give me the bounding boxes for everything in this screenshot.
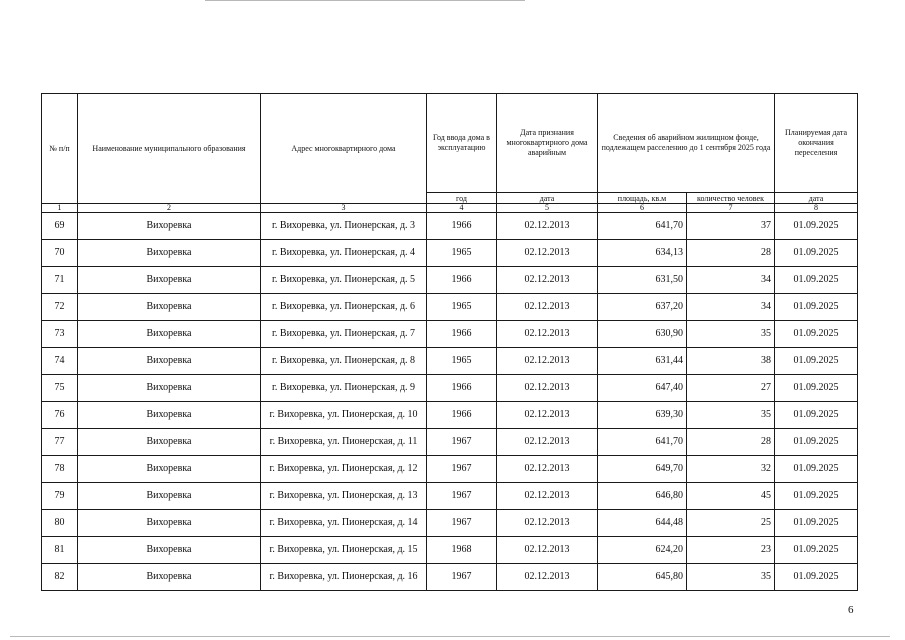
cell-people: 35 bbox=[687, 321, 775, 348]
cell-municipality: Вихоревка bbox=[78, 429, 261, 456]
header-fund-info: Сведения об аварийном жилищном фонде, подлежащем расселению до 1 сентября 2025 года bbox=[598, 94, 775, 193]
cell-row-number: 75 bbox=[42, 375, 78, 402]
column-number: 3 bbox=[261, 204, 427, 213]
cell-municipality: Вихоревка bbox=[78, 321, 261, 348]
cell-year: 1967 bbox=[427, 564, 497, 591]
cell-planned-date: 01.09.2025 bbox=[775, 240, 858, 267]
cell-people: 27 bbox=[687, 375, 775, 402]
scan-artifact-top bbox=[205, 0, 525, 1]
cell-area: 631,44 bbox=[598, 348, 687, 375]
cell-row-number: 70 bbox=[42, 240, 78, 267]
cell-people: 28 bbox=[687, 240, 775, 267]
column-number: 7 bbox=[687, 204, 775, 213]
cell-year: 1966 bbox=[427, 213, 497, 240]
cell-recognition-date: 02.12.2013 bbox=[497, 348, 598, 375]
cell-address: г. Вихоревка, ул. Пионерская, д. 15 bbox=[261, 537, 427, 564]
cell-people: 45 bbox=[687, 483, 775, 510]
cell-area: 641,70 bbox=[598, 429, 687, 456]
cell-people: 28 bbox=[687, 429, 775, 456]
cell-address: г. Вихоревка, ул. Пионерская, д. 14 bbox=[261, 510, 427, 537]
column-number-row bbox=[42, 204, 858, 213]
column-number: 8 bbox=[775, 204, 858, 213]
header-address: Адрес многоквартирного дома bbox=[261, 94, 427, 204]
table-row bbox=[42, 483, 858, 510]
header-municipality: Наименование муниципального образования bbox=[78, 94, 261, 204]
cell-recognition-date: 02.12.2013 bbox=[497, 456, 598, 483]
cell-recognition-date: 02.12.2013 bbox=[497, 564, 598, 591]
scan-artifact-bottom bbox=[10, 636, 890, 637]
cell-recognition-date: 02.12.2013 bbox=[497, 375, 598, 402]
cell-planned-date: 01.09.2025 bbox=[775, 564, 858, 591]
cell-address: г. Вихоревка, ул. Пионерская, д. 16 bbox=[261, 564, 427, 591]
cell-municipality: Вихоревка bbox=[78, 402, 261, 429]
header-num: № п/п bbox=[42, 94, 78, 204]
cell-year: 1967 bbox=[427, 456, 497, 483]
cell-municipality: Вихоревка bbox=[78, 456, 261, 483]
cell-planned-date: 01.09.2025 bbox=[775, 537, 858, 564]
cell-year: 1965 bbox=[427, 294, 497, 321]
cell-year: 1965 bbox=[427, 240, 497, 267]
cell-planned-date: 01.09.2025 bbox=[775, 213, 858, 240]
cell-row-number: 74 bbox=[42, 348, 78, 375]
cell-municipality: Вихоревка bbox=[78, 240, 261, 267]
cell-row-number: 72 bbox=[42, 294, 78, 321]
header-year: Год ввода дома в эксплуатацию bbox=[427, 94, 497, 193]
table-body bbox=[42, 213, 858, 591]
cell-address: г. Вихоревка, ул. Пионерская, д. 13 bbox=[261, 483, 427, 510]
cell-year: 1965 bbox=[427, 348, 497, 375]
cell-recognition-date: 02.12.2013 bbox=[497, 510, 598, 537]
cell-recognition-date: 02.12.2013 bbox=[497, 483, 598, 510]
cell-area: 631,50 bbox=[598, 267, 687, 294]
cell-recognition-date: 02.12.2013 bbox=[497, 294, 598, 321]
cell-recognition-date: 02.12.2013 bbox=[497, 429, 598, 456]
cell-address: г. Вихоревка, ул. Пионерская, д. 10 bbox=[261, 402, 427, 429]
column-number: 5 bbox=[497, 204, 598, 213]
cell-recognition-date: 02.12.2013 bbox=[497, 321, 598, 348]
cell-address: г. Вихоревка, ул. Пионерская, д. 11 bbox=[261, 429, 427, 456]
cell-municipality: Вихоревка bbox=[78, 348, 261, 375]
cell-planned-date: 01.09.2025 bbox=[775, 348, 858, 375]
cell-year: 1966 bbox=[427, 321, 497, 348]
cell-planned-date: 01.09.2025 bbox=[775, 321, 858, 348]
resettlement-table bbox=[41, 93, 858, 591]
cell-address: г. Вихоревка, ул. Пионерская, д. 7 bbox=[261, 321, 427, 348]
table-row bbox=[42, 267, 858, 294]
cell-municipality: Вихоревка bbox=[78, 537, 261, 564]
cell-year: 1968 bbox=[427, 537, 497, 564]
cell-area: 639,30 bbox=[598, 402, 687, 429]
header-planned-date: Планируемая дата окончания переселения bbox=[775, 94, 858, 193]
cell-row-number: 80 bbox=[42, 510, 78, 537]
cell-planned-date: 01.09.2025 bbox=[775, 429, 858, 456]
cell-area: 641,70 bbox=[598, 213, 687, 240]
cell-planned-date: 01.09.2025 bbox=[775, 510, 858, 537]
cell-row-number: 77 bbox=[42, 429, 78, 456]
cell-address: г. Вихоревка, ул. Пионерская, д. 6 bbox=[261, 294, 427, 321]
cell-row-number: 69 bbox=[42, 213, 78, 240]
cell-row-number: 71 bbox=[42, 267, 78, 294]
cell-address: г. Вихоревка, ул. Пионерская, д. 5 bbox=[261, 267, 427, 294]
table-row bbox=[42, 294, 858, 321]
subheader-area: площадь, кв.м bbox=[598, 193, 687, 204]
cell-people: 25 bbox=[687, 510, 775, 537]
cell-area: 624,20 bbox=[598, 537, 687, 564]
cell-people: 35 bbox=[687, 402, 775, 429]
cell-year: 1967 bbox=[427, 483, 497, 510]
table-row bbox=[42, 564, 858, 591]
cell-year: 1966 bbox=[427, 267, 497, 294]
cell-row-number: 78 bbox=[42, 456, 78, 483]
cell-planned-date: 01.09.2025 bbox=[775, 267, 858, 294]
cell-address: г. Вихоревка, ул. Пионерская, д. 8 bbox=[261, 348, 427, 375]
cell-recognition-date: 02.12.2013 bbox=[497, 213, 598, 240]
cell-municipality: Вихоревка bbox=[78, 483, 261, 510]
cell-row-number: 81 bbox=[42, 537, 78, 564]
cell-people: 23 bbox=[687, 537, 775, 564]
cell-recognition-date: 02.12.2013 bbox=[497, 537, 598, 564]
cell-recognition-date: 02.12.2013 bbox=[497, 402, 598, 429]
cell-row-number: 79 bbox=[42, 483, 78, 510]
cell-municipality: Вихоревка bbox=[78, 375, 261, 402]
cell-row-number: 82 bbox=[42, 564, 78, 591]
cell-area: 647,40 bbox=[598, 375, 687, 402]
cell-planned-date: 01.09.2025 bbox=[775, 375, 858, 402]
subheader-year: год bbox=[427, 193, 497, 204]
table-row bbox=[42, 510, 858, 537]
cell-address: г. Вихоревка, ул. Пионерская, д. 4 bbox=[261, 240, 427, 267]
cell-address: г. Вихоревка, ул. Пионерская, д. 12 bbox=[261, 456, 427, 483]
cell-year: 1967 bbox=[427, 429, 497, 456]
table-row bbox=[42, 213, 858, 240]
table-row bbox=[42, 537, 858, 564]
subheader-people: количество человек bbox=[687, 193, 775, 204]
cell-area: 644,48 bbox=[598, 510, 687, 537]
cell-row-number: 73 bbox=[42, 321, 78, 348]
cell-area: 646,80 bbox=[598, 483, 687, 510]
cell-year: 1966 bbox=[427, 375, 497, 402]
cell-area: 634,13 bbox=[598, 240, 687, 267]
table-row bbox=[42, 402, 858, 429]
cell-municipality: Вихоревка bbox=[78, 510, 261, 537]
cell-people: 38 bbox=[687, 348, 775, 375]
cell-row-number: 76 bbox=[42, 402, 78, 429]
cell-area: 645,80 bbox=[598, 564, 687, 591]
cell-area: 630,90 bbox=[598, 321, 687, 348]
cell-municipality: Вихоревка bbox=[78, 294, 261, 321]
cell-people: 37 bbox=[687, 213, 775, 240]
column-number: 1 bbox=[42, 204, 78, 213]
subheader-date: дата bbox=[497, 193, 598, 204]
cell-people: 34 bbox=[687, 294, 775, 321]
cell-recognition-date: 02.12.2013 bbox=[497, 240, 598, 267]
cell-people: 32 bbox=[687, 456, 775, 483]
cell-year: 1967 bbox=[427, 510, 497, 537]
table-header-row bbox=[42, 94, 858, 193]
table-row bbox=[42, 429, 858, 456]
cell-municipality: Вихоревка bbox=[78, 213, 261, 240]
table-row bbox=[42, 375, 858, 402]
table-row bbox=[42, 240, 858, 267]
cell-address: г. Вихоревка, ул. Пионерская, д. 9 bbox=[261, 375, 427, 402]
subheader-planned: дата bbox=[775, 193, 858, 204]
cell-people: 34 bbox=[687, 267, 775, 294]
cell-planned-date: 01.09.2025 bbox=[775, 294, 858, 321]
table-row bbox=[42, 321, 858, 348]
column-number: 2 bbox=[78, 204, 261, 213]
cell-people: 35 bbox=[687, 564, 775, 591]
cell-municipality: Вихоревка bbox=[78, 564, 261, 591]
cell-area: 637,20 bbox=[598, 294, 687, 321]
cell-municipality: Вихоревка bbox=[78, 267, 261, 294]
cell-planned-date: 01.09.2025 bbox=[775, 402, 858, 429]
cell-year: 1966 bbox=[427, 402, 497, 429]
cell-area: 649,70 bbox=[598, 456, 687, 483]
column-number: 6 bbox=[598, 204, 687, 213]
cell-recognition-date: 02.12.2013 bbox=[497, 267, 598, 294]
table-row bbox=[42, 456, 858, 483]
page-number: 6 bbox=[848, 604, 854, 616]
table-row bbox=[42, 348, 858, 375]
column-number: 4 bbox=[427, 204, 497, 213]
cell-planned-date: 01.09.2025 bbox=[775, 456, 858, 483]
header-recognition-date: Дата признания многоквартирного дома аварийным bbox=[497, 94, 598, 193]
cell-address: г. Вихоревка, ул. Пионерская, д. 3 bbox=[261, 213, 427, 240]
cell-planned-date: 01.09.2025 bbox=[775, 483, 858, 510]
